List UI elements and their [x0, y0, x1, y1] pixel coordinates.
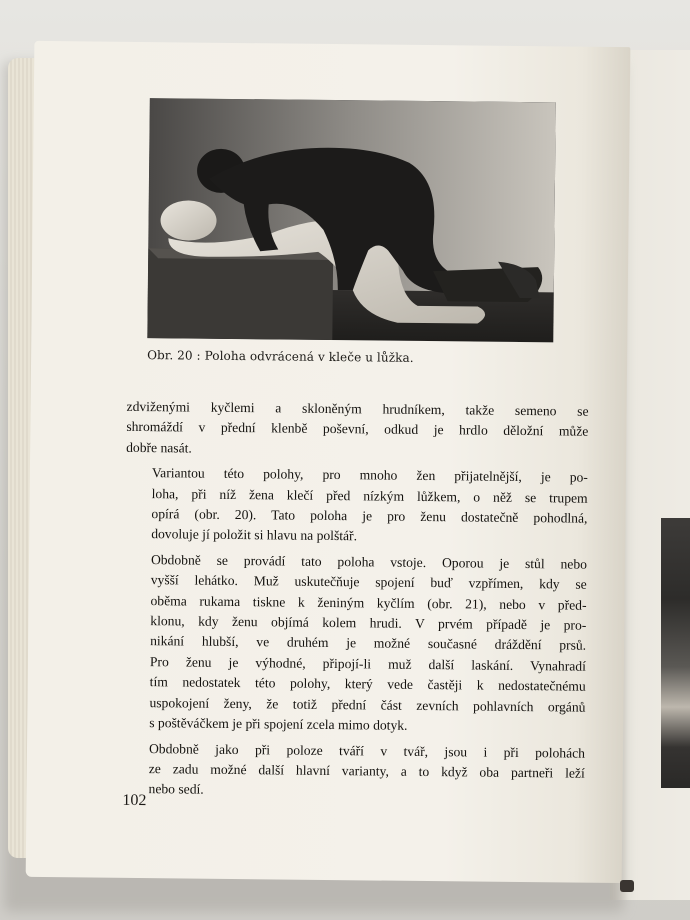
text-line: vyšší lehátko. Muž uskutečňuje spojení buď vzpřímen, kdy se [150, 572, 587, 592]
text-line: nikání hlubší, ve druhém je možné současné dráždění prsů. [150, 633, 587, 654]
book-page [26, 41, 631, 883]
text-line: uspokojení ženy, že totiž přední část zevních pohlavních orgánů [149, 694, 586, 715]
book-spine-corner [620, 880, 634, 892]
paragraph [122, 738, 585, 804]
page-number: 102 [122, 791, 147, 810]
text-line: klonu, kdy ženu objímá kolem hrudi. V prvém případě je pro- [150, 613, 587, 633]
paragraph [126, 397, 589, 463]
figure-photo [147, 98, 555, 342]
facing-page-photo-edge [661, 518, 690, 788]
text-line: Variantou této polohy, pro mnoho žen přijatelnější, je po- [151, 465, 588, 485]
text-line: ze zadu možné další hlavní varianty, a to když oba partneři leží [148, 761, 585, 781]
text-line: Pro ženu je výhodné, připojí-li muž další laskání. Vynahradí [149, 654, 586, 674]
text-line: Obdobně jako při poloze tváří v tvář, jsou i při polohách [148, 740, 586, 761]
text-line: Obdobně se provádí tato poloha vstoje. Oporou je stůl nebo [150, 551, 588, 572]
bed-block [147, 248, 333, 340]
figure-caption: Obr. 20 : Poloha odvrácená v kleče u lůžka. [147, 348, 414, 365]
text-line: loha, při níž žena klečí před nízkým lůžkem, o něž se trupem [151, 485, 588, 506]
text-line: s poštěváčkem je při spojení zcela mimo dotyk. [149, 715, 408, 733]
text-line: zdviženými kyčlemi a skloněným hrudníkem, takže semeno se [126, 398, 589, 419]
text-line: nebo sedí. [148, 781, 204, 798]
text-line: dovoluje jí položit si hlavu na polštář. [151, 526, 358, 544]
text-line: dobře nasát. [126, 439, 192, 456]
paragraph [123, 550, 587, 738]
text-line: tím nedostatek této polohy, který vede častěji k nedostatečnému [149, 674, 586, 694]
paragraph [125, 463, 588, 549]
text-line: oběma rukama tiskne k ženiným kyčlím (obr. 21), nebo v před- [150, 592, 587, 613]
figure-illustration [147, 98, 555, 342]
body-text [122, 397, 588, 810]
text-line: opírá (obr. 20). Tato poloha je pro ženu dostatečně pohodlná, [151, 506, 588, 526]
text-line: shromáždí v přední klenbě poševní, odkud je hrdlo děložní může [126, 419, 589, 440]
